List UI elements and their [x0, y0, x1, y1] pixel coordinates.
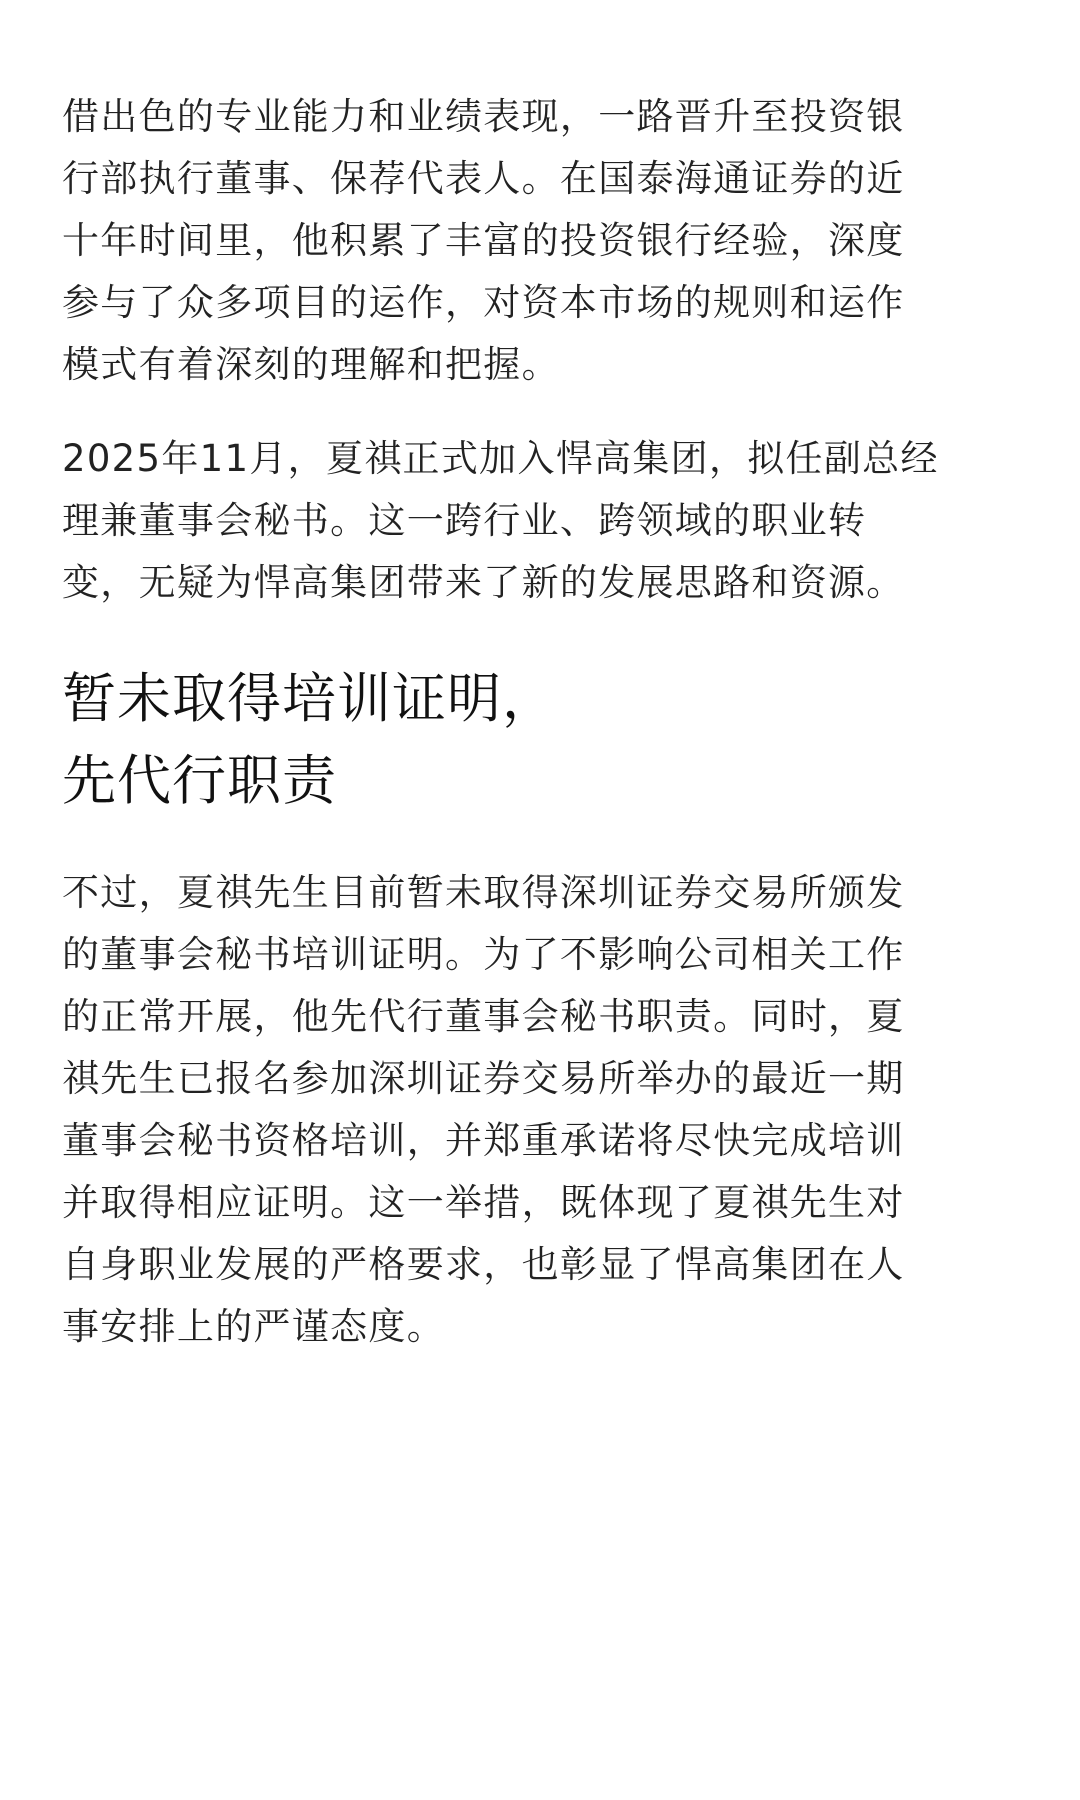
paragraph-joining-company: 2025年11月，夏祺正式加入悍高集团，拟任副总经 理兼董事会秘书。这一跨行业、跨领域的职业转 变，无疑为悍高集团带来了新的发展思路和资源。 — [62, 437, 939, 604]
section-heading: 暂未取得培训证明， 先代行职责 — [62, 667, 557, 812]
paragraph-career-background: 借出色的专业能力和业绩表现，一路晋升至投资银 行部执行董事、保荐代表人。在国泰海通证券的近 十年时间里，他积累了丰富的投资银行经验，深度 参与了众多项目的运作，对资本市场的规则和运作 模式有着深刻的理解和把握。 — [62, 95, 905, 386]
article-body — [62, 86, 1018, 1358]
paragraph-training-certificate: 不过，夏祺先生目前暂未取得深圳证券交易所颁发 的董事会秘书培训证明。为了不影响公司相关工作 的正常开展，他先代行董事会秘书职责。同时，夏 祺先生已报名参加深圳证券交易所举办的最近一期 董事会秘书资格培训，并郑重承诺将尽快完成培训 并取得相应证明。这一举措，既体现了夏祺先生对 自身职业发展的严格要求，也彰显了悍高集团在人 事安排上的严谨态度。 — [62, 871, 905, 1348]
